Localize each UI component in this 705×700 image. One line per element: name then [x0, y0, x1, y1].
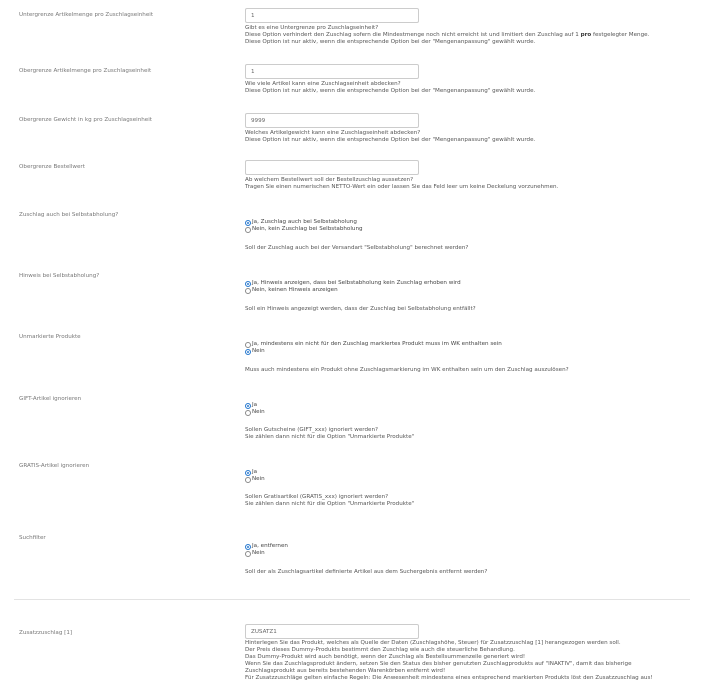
setting-control	[245, 8, 700, 46]
radio-label: Ja, entfernen	[252, 543, 288, 549]
help-line: Für Zusatzzuschläge gelten einfache Regeln: Die Anwesenheit mindestens eines entsprechend markierten Produkts löst den Zusatzzuschlag aus!	[245, 675, 653, 681]
setting-label: Obergrenze Artikelmenge pro Zuschlagseinheit	[19, 68, 152, 74]
radio-unselected-icon[interactable]	[245, 477, 251, 483]
radio-option-nein[interactable]	[245, 287, 700, 294]
help-line: Sollen Gratisartikel (GRATIS_xxx) ignoriert werden?	[245, 494, 389, 500]
radio-selected-icon[interactable]	[245, 220, 251, 226]
radio-label: Nein	[252, 409, 265, 415]
setting-label: Hinweis bei Selbstabholung?	[19, 273, 100, 279]
help-line: Das Dummy-Produkt wird auch benötigt, wenn der Zuschlag als Bestellsummenzeile generiert wird!	[245, 654, 526, 660]
radio-option-ja[interactable]	[245, 280, 700, 287]
radio-selected-icon[interactable]	[245, 281, 251, 287]
zusatzzuschlag-input[interactable]	[245, 624, 419, 639]
radio-option-nein[interactable]	[245, 550, 700, 557]
obergrenze-gewicht-input[interactable]	[245, 113, 419, 128]
setting-label: GIFT-Artikel ignorieren	[19, 396, 82, 402]
help-line: Diese Option ist nur aktiv, wenn die entsprechende Option bei der "Mengenanpassung" gewählt wurde.	[245, 39, 536, 45]
help-line: Hinterlegen Sie das Produkt, welches als Quelle der Daten (Zuschlagshöhe, Steuer) für Zusatzzuschlag [1] herangezogen werden soll.	[245, 640, 621, 646]
setting-control	[245, 219, 700, 252]
radio-label: Nein	[252, 476, 265, 482]
help-line: Gibt es eine Untergrenze pro Zuschlagseinheit?	[245, 25, 379, 31]
radio-unselected-icon[interactable]	[245, 342, 251, 348]
setting-label: GRATIS-Artikel ignorieren	[19, 463, 90, 469]
obergrenze-menge-input[interactable]	[245, 64, 419, 79]
setting-control	[245, 402, 700, 441]
radio-label: Nein	[252, 348, 265, 354]
radio-option-ja[interactable]	[245, 543, 700, 550]
help-line: Sie zählen dann nicht für die Option "Unmarkierte Produkte"	[245, 501, 415, 507]
help-bold: pro	[580, 32, 592, 38]
setting-label: Suchfilter	[19, 535, 46, 541]
help-text: festgelegter Menge.	[591, 32, 650, 38]
radio-unselected-icon[interactable]	[245, 288, 251, 294]
help-line: Muss auch mindestens ein Produkt ohne Zuschlagsmarkierung im WK enthalten sein um den Zuschlag auszulösen?	[245, 367, 569, 373]
section-divider	[14, 599, 690, 600]
help-line: Soll ein Hinweis angezeigt werden, dass der Zuschlag bei Selbstabholung entfällt?	[245, 306, 476, 312]
help-line	[245, 32, 700, 39]
setting-control	[245, 280, 700, 313]
help-line: Sie zählen dann nicht für die Option "Unmarkierte Produkte"	[245, 434, 415, 440]
setting-label: Unmarkierte Produkte	[19, 334, 81, 340]
radio-unselected-icon[interactable]	[245, 227, 251, 233]
radio-label: Ja, Hinweis anzeigen, dass bei Selbstabholung kein Zuschlag erhoben wird	[252, 280, 461, 286]
radio-selected-icon[interactable]	[245, 403, 251, 409]
radio-option-ja[interactable]	[245, 341, 700, 348]
setting-control	[245, 341, 700, 374]
setting-label: Untergrenze Artikelmenge pro Zuschlagseinheit	[19, 12, 154, 18]
radio-option-ja[interactable]	[245, 402, 700, 409]
radio-selected-icon[interactable]	[245, 349, 251, 355]
radio-label: Ja, Zuschlag auch bei Selbstabholung	[252, 219, 357, 225]
setting-label: Zusatzzuschlag [1]	[19, 630, 73, 636]
radio-option-ja[interactable]	[245, 469, 700, 476]
setting-control	[245, 624, 700, 682]
radio-option-nein[interactable]	[245, 348, 700, 355]
help-line: Tragen Sie einen numerischen NETTO-Wert ein oder lassen Sie das Feld leer um keine Deckelung vorzunehmen.	[245, 184, 559, 190]
help-line: Sollen Gutscheine (GIFT_xxx) ignoriert werden?	[245, 427, 378, 433]
help-line: Welches Artikelgewicht kann eine Zuschlagseinheit abdecken?	[245, 130, 421, 136]
help-line: Diese Option ist nur aktiv, wenn die entsprechende Option bei der "Mengenanpassung" gewählt wurde.	[245, 137, 536, 143]
radio-option-nein[interactable]	[245, 409, 700, 416]
help-line: Der Preis dieses Dummy-Produkts bestimmt den Zuschlag wie auch die steuerliche Behandlung.	[245, 647, 515, 653]
help-line: Wie viele Artikel kann eine Zuschlagseinheit abdecken?	[245, 81, 401, 87]
setting-control	[245, 113, 700, 144]
help-line: Ab welchem Bestellwert soll der Bestellzuschlag aussetzen?	[245, 177, 414, 183]
help-line: Diese Option ist nur aktiv, wenn die entsprechende Option bei der "Mengenanpassung" gewählt wurde.	[245, 88, 536, 94]
radio-option-nein[interactable]	[245, 476, 700, 483]
radio-selected-icon[interactable]	[245, 544, 251, 550]
radio-label: Nein, kein Zuschlag bei Selbstabholung	[252, 226, 363, 232]
radio-label: Nein	[252, 550, 265, 556]
help-line: Zuschlagsprodukt aus bereits bestehenden Warenkörben entfernt wird!	[245, 668, 446, 674]
obergrenze-bestellwert-input[interactable]	[245, 160, 419, 175]
radio-label: Ja, mindestens ein nicht für den Zuschlag markiertes Produkt muss im WK enthalten sein	[252, 341, 502, 347]
radio-label: Ja	[252, 469, 258, 475]
radio-label: Nein, keinen Hinweis anzeigen	[252, 287, 338, 293]
setting-control	[245, 543, 700, 576]
setting-label: Zuschlag auch bei Selbstabholung?	[19, 212, 119, 218]
radio-unselected-icon[interactable]	[245, 551, 251, 557]
setting-label: Obergrenze Gewicht in kg pro Zuschlagseinheit	[19, 117, 152, 123]
setting-control	[245, 160, 700, 191]
radio-unselected-icon[interactable]	[245, 410, 251, 416]
radio-label: Ja	[252, 402, 258, 408]
help-line: Soll der Zuschlag auch bei der Versandart "Selbstabholung" berechnet werden?	[245, 245, 469, 251]
setting-control	[245, 64, 700, 95]
radio-option-ja[interactable]	[245, 219, 700, 226]
help-line: Soll der als Zuschlagsartikel definierte Artikel aus dem Suchergebnis entfernt werden?	[245, 569, 488, 575]
setting-label: Obergrenze Bestellwert	[19, 164, 85, 170]
setting-control	[245, 469, 700, 508]
help-text: Diese Option verhindert den Zuschlag sofern die Mindestmenge noch nicht erreicht ist und limitiert den Zuschlag auf 1	[245, 32, 581, 38]
help-line: Wenn Sie das Zuschlagsprodukt ändern, setzen Sie den Status des bisher genutzten Zuschlagprodukts auf "INAKTIV", damit das bisherige	[245, 661, 632, 667]
untergrenze-input[interactable]	[245, 8, 419, 23]
radio-selected-icon[interactable]	[245, 470, 251, 476]
radio-option-nein[interactable]	[245, 226, 700, 233]
